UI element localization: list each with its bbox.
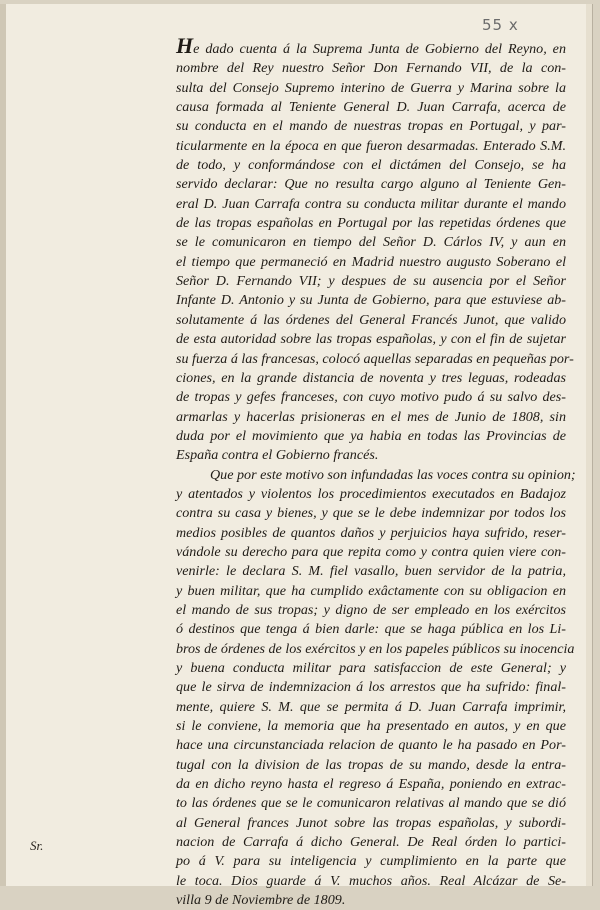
text-line: ticularmente en la época en que fueron desarmadas. Enterado S.M.: [176, 137, 566, 154]
text-line: y buena conducta militar para satisfaccion de este General; y: [176, 660, 566, 676]
text-line: [176, 33, 566, 59]
text-line: de las tropas españolas en Portugal por las repetidas órdenes que: [176, 215, 566, 232]
text-line: causa formada al Teniente General D. Juan Carrafa, acerca de: [176, 99, 566, 116]
text-line: de esta autoridad sobre las tropas españolas, y con el fin de sujetar: [176, 331, 566, 348]
text-line: medios posibles de quantos daños y perjuicios haya sufrido, reser-: [176, 524, 566, 541]
text-line: su fuerza á las francesas, colocó aquellas separadas en pequeñas por-: [176, 350, 574, 367]
text-line: y buen militar, que ha cumplido exâctamente con su obligacion en: [176, 582, 566, 599]
text-line: el mando de sus tropas; y digno de ser empleado en los exércitos: [176, 601, 566, 618]
folio-mark: 55 x: [482, 16, 519, 34]
text-line: sulta del Consejo Supremo interino de Guerra y Marina sobre la: [176, 79, 566, 96]
text-line: el tiempo que permaneció en Madrid nuestro augusto Soberano el: [176, 253, 566, 270]
text-line: duda por el movimiento que ya habia en todas las Provincias de: [176, 427, 566, 444]
text-line: po á V. para su inteligencia y cumplimiento en la parte que: [176, 853, 566, 870]
text-line: le toca. Dios guarde á V. muchos años. Real Alcázar de Se-: [176, 872, 566, 889]
text-line: solutamente á las órdenes del General Francés Junot, que valido: [176, 311, 566, 328]
text-line: venirle: le declara S. M. fiel vasallo, buen servidor de la patria,: [176, 563, 566, 580]
text-line: al General frances Junot sobre las tropas españolas, y subordi-: [176, 814, 566, 831]
text-line: que le sirva de indemnizacion á los arrestos que ha sufrido: final-: [176, 679, 566, 696]
text-line: ó destinos que tenga á bien darle: que se haga pública en los Li-: [176, 621, 566, 638]
decree-body-text: [176, 33, 576, 910]
text-line: su conducta en el mando de nuestras tropas en Portugal, y par-: [176, 118, 566, 135]
text-line: vándole su derecho para que repita como y contra quien viere con-: [176, 543, 566, 560]
text-line: to las órdenes que se le comunicaron relativas al mando que se dió: [176, 795, 566, 812]
text-line: mente, quiere S. M. que se permita á D. Juan Carrafa imprimir,: [176, 698, 566, 715]
text-line: y atentados y violentos los procedimientos executados en Badajoz: [176, 485, 566, 502]
text-line: armarlas y hacerlas prisioneras en el mes de Junio de 1808, sin: [176, 408, 566, 425]
text-line: eral D. Juan Carrafa contra su conducta militar durante el mando: [176, 195, 566, 212]
text-line: villa 9 de Noviembre de 1809.: [176, 892, 346, 909]
text-line: servido declarar: Que no resulta cargo alguno al Teniente Gen-: [176, 176, 566, 193]
text-line: de tropas y gefes franceses, con cuyo motivo pudo á su salvo des-: [176, 389, 566, 406]
text-line: tugal con la division de las tropas de su mando, desde la entra-: [176, 756, 566, 773]
text-line: nacion de Carrafa á dicho General. De Real órden lo partici-: [176, 834, 566, 851]
text-line: da en dicho reyno hasta el regreso á España, poniendo en extrac-: [176, 776, 566, 793]
signoff-salutation: Sr.: [30, 838, 44, 853]
text-line: hace una circunstanciada relacion de quanto le ha pasado en Por-: [176, 737, 566, 754]
text-line: bros de órdenes de los exércitos y en los papeles públicos su inocencia: [176, 640, 575, 657]
drop-cap-letter: H: [176, 33, 194, 58]
document-page: [6, 4, 592, 909]
text-line: España contra el Gobierno francés.: [176, 447, 379, 464]
text-line: si le conviene, la memoria que ha presentado en autos, y en que: [176, 718, 566, 735]
text-line: contra su casa y bienes, y que se le debe indemnizar por todos los: [176, 505, 566, 522]
text-line: nombre del Rey nuestro Señor Don Fernando VII, de la con-: [176, 60, 566, 77]
text-line: de todo, y conformándose con el dictámen del Consejo, se ha: [176, 157, 566, 174]
text-line: Señor D. Fernando VII; y despues de su ausencia por el Señor: [176, 273, 566, 290]
text-line-content: e dado cuenta á la Suprema Junta de Gobierno del Reyno, en: [193, 41, 566, 57]
text-line: Infante D. Antonio y su Junta de Gobierno, para que estuviese ab-: [176, 292, 566, 309]
text-line: se le comunicaron en tiempo del Señor D. Cárlos IV, y aun en: [176, 234, 566, 251]
text-line: ciones, en la grande distancia de noventa y tres leguas, rodeadas: [176, 369, 566, 386]
text-line: Que por este motivo son infundadas las voces contra su opinion;: [210, 466, 576, 483]
